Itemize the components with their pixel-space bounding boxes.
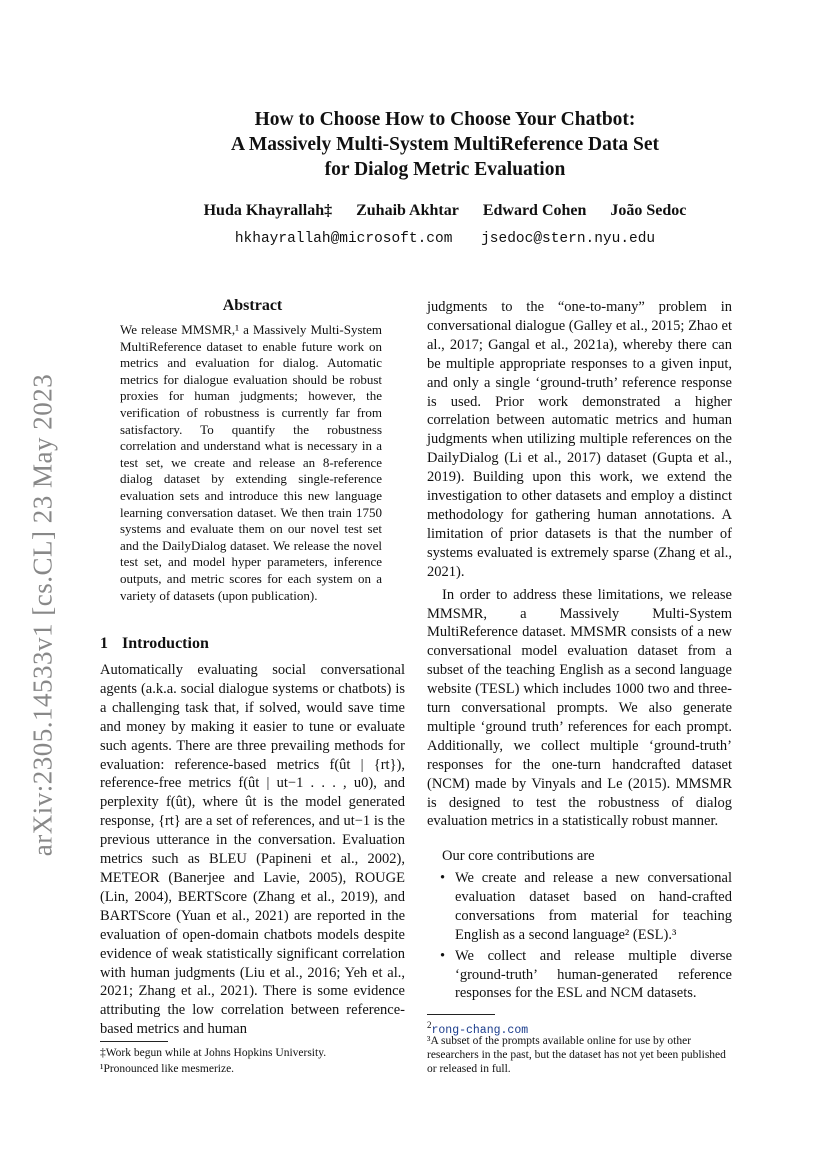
author: João Sedoc <box>610 202 687 219</box>
author-list <box>120 202 770 220</box>
right-column <box>427 298 732 831</box>
author-emails <box>120 231 770 247</box>
intro-paragraph: Automatically evaluating social conversational agents (a.k.a. social dialogue systems or chatbots) is a challenging task that, if solved, would save time and money by making it easier to tune or evaluate such agents. There are three prevailing methods for evaluation: reference-based metrics f(ût | {rt}), reference-free metrics f(ût | ut−1 . . . , u0), and perplexity f(ût), where ût is the model generated response, {rt} are a set of references, and ut−1 is the previous utterance in the conversation. Evaluation metrics such as BLEU (Papineni et al., 2002), METEOR (Banerjee and Lavie, 2005), ROUGE (Lin, 2004), BERTScore (Zhang et al., 2019), and BARTScore (Yuan et al., 2021) are reported in the evaluation of open-domain chatbots models despite evidence of weak statistically significant correlation with human judgments (Liu et al., 2016; Yeh et al., 2021; Zhang et al., 2021). There is some evidence attributing the low correlation between reference-based metrics and human <box>100 662 405 1038</box>
abstract-heading: Abstract <box>222 297 283 314</box>
list-item: • We collect and release multiple diverse ‘ground-truth’ human-generated reference responses for the ESL and NCM datasets. <box>440 947 732 1004</box>
title-line-2: A Massively Multi-System MultiReference Data Set <box>230 134 659 155</box>
email: hkhayrallah@microsoft.com <box>234 231 453 247</box>
arxiv-stamp: arXiv:2305.14533v1 [cs.CL] 23 May 2023 <box>27 373 58 857</box>
footnote-link[interactable]: rong-chang.com <box>431 1023 529 1037</box>
email: jsedoc@stern.nyu.edu <box>481 231 656 247</box>
author: Huda Khayrallah‡ <box>203 202 333 219</box>
footnote-divider-right <box>427 1014 495 1015</box>
list-item: • We create and release a new conversational evaluation dataset based on hand-crafted conversations from material for teaching English as a second language² (ESL).³ <box>440 869 732 945</box>
title-line-3: for Dialog Metric Evaluation <box>324 159 566 180</box>
section-title: Introduction <box>122 635 209 652</box>
footnote-affiliation: ‡Work begun while at Johns Hopkins University. <box>100 1047 327 1059</box>
abstract-text: We release MMSMR,¹ a Massively Multi-System MultiReference dataset to enable future work on metrics and evaluation for dialog. Automatic metrics for dialogue evaluation should be robust proxies for human judgments; however, the verification of robustness is currently far from satisfactory. To quantify the robustness correlation and understand what is necessary in a test set, we create and release an 8-reference dialog dataset by extending single-reference evaluation sets and introduce this new language learning conversation dataset. We then train 1750 systems and evaluate them on our novel test set and the DailyDialog dataset. We release the novel test set, and model hyper parameters, inference outputs, and metric scores for each system on a variety of datasets (upon publication). <box>120 322 382 603</box>
right-paragraph-1: judgments to the “one-to-many” problem in conversational dialogue (Galley et al., 2015; Zhao et al., 2017; Gangal et al., 2021a), whereby there can be multiple appropriate responses to a given input, and only a single ‘ground-truth’ reference response is used. Prior work demonstrated a higher correlation between automatic metrics and human judgments when utilizing multiple references on the DailyDialog (Li et al., 2017) dataset (Gupta et al., 2019). Building upon this work, we extend the investigation to other datasets and employ a distinct methodology for gathering human annotations. A limitation of prior datasets is that the number of systems evaluated is extremely sparse (Zhang et al., 2021). <box>427 299 732 580</box>
paper-title <box>120 107 770 182</box>
author: Edward Cohen <box>482 202 587 219</box>
section-number: 1 <box>100 635 108 652</box>
section-heading <box>100 635 209 653</box>
footnote-divider <box>100 1041 168 1042</box>
footnote-pronunciation: ¹Pronounced like mesmerize. <box>100 1063 235 1075</box>
title-line-1: How to Choose How to Choose Your Chatbot: <box>254 109 636 130</box>
right-paragraph-2: In order to address these limitations, we release MMSMR, a Massively Multi-System MultiReference dataset. MMSMR consists of a new conversational model evaluation dataset from a subset of the teaching English as a second language website (TESL) which includes 1000 two and three-turn conversational prompts. We also generate multiple ‘ground truth’ references for each prompt. Additionally, we collect multiple ‘ground-truth’ responses for the one-turn handcrafted dataset (NCM) made by Vinyals and Le (2015). MMSMR is designed to test the robustness of dialog evaluation metrics in a statistically robust manner. <box>427 586 732 830</box>
author: Zuhaib Akhtar <box>356 202 459 219</box>
contributions-list <box>440 869 732 1005</box>
footnote-mark: 2 <box>427 1020 432 1030</box>
footnote-dataset: ³A subset of the prompts available online for use by other researchers in the past, but the dataset has not yet been published or released in full. <box>427 1035 726 1075</box>
contributions-lead: Our core contributions are <box>442 848 595 864</box>
